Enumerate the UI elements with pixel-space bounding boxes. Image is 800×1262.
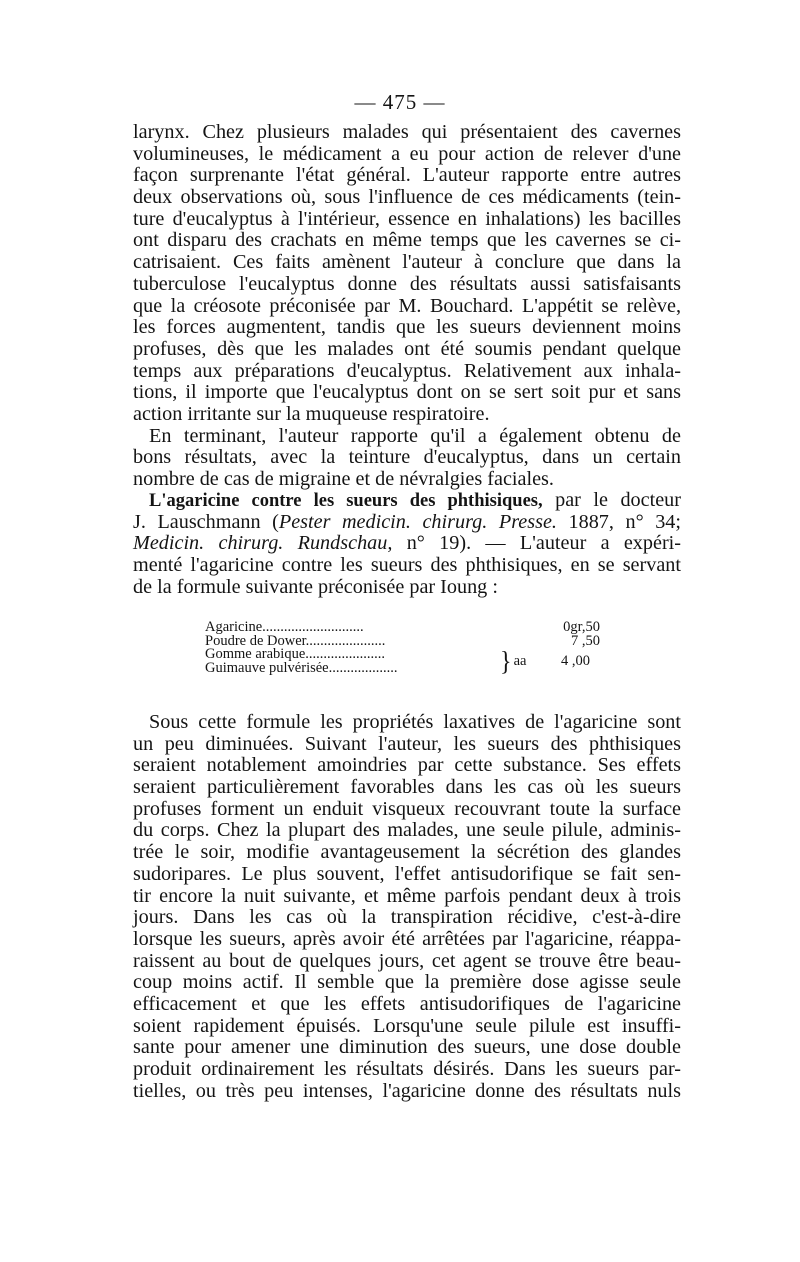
citation-detail: n° 19). — L'auteur a expéri- bbox=[392, 532, 682, 555]
text-line: larynx. Chez plusieurs malades qui présentaient des cavernes bbox=[133, 121, 681, 143]
formula-paired-rows bbox=[205, 648, 605, 675]
text-line: façon surprenante l'état général. L'auteur rapporte entre autres bbox=[133, 164, 681, 187]
journal-name: Pester medicin. chirurg. Presse. bbox=[278, 510, 557, 533]
text-line: sante pour amener une diminution des sueurs, une dose double bbox=[133, 1036, 681, 1059]
text-line: jours. Dans les cas où la transpiration récidive, c'est-à-dire bbox=[133, 906, 681, 929]
text-line: profuses, dès que les malades ont été soumis pendant quelque bbox=[133, 337, 681, 360]
text-line: action irritante sur la muqueuse respiratoire. bbox=[133, 402, 490, 425]
text-line: volumineuses, le médicament a eu pour action de relever d'une bbox=[133, 142, 681, 165]
each-marker: aa bbox=[513, 652, 527, 669]
text-line: seraient particulièrement favorables dans les cas où les sueurs bbox=[133, 776, 681, 799]
journal-name: Medicin. chirurg. Rundschau, bbox=[133, 532, 393, 555]
text-line: sudoripares. Le plus souvent, l'effet antisudorifique se fait sen- bbox=[133, 862, 681, 885]
citation-detail: 1887, n° 34; bbox=[556, 510, 681, 533]
brace-icon: } bbox=[500, 646, 512, 677]
text-line: un peu diminuées. Suivant l'auteur, les sueurs des phthisiques bbox=[133, 732, 681, 755]
text-line: du corps. Chez la plupart des malades, une seule pilule, adminis- bbox=[133, 819, 681, 842]
text-line: produit ordinairement les résultats désirés. Dans les sueurs par- bbox=[133, 1058, 681, 1080]
text-line: Sous cette formule les propriétés laxatives de l'agaricine sont bbox=[149, 711, 681, 733]
ingredient-name: Gomme arabique...................... bbox=[205, 648, 386, 662]
text-line: catrisaient. Ces faits amènent l'auteur à conclure que dans la bbox=[133, 251, 681, 274]
text-line: les forces augmentent, tandis que les sueurs deviennent moins bbox=[133, 316, 681, 339]
paragraph-agaricine-effects bbox=[133, 712, 681, 1102]
ingredient-name: Poudre de Dower...................... bbox=[205, 634, 386, 649]
citation-line bbox=[133, 512, 681, 534]
text-line: bons résultats, avec la teinture d'eucalyptus, dans un certain bbox=[133, 446, 681, 469]
text-line: tions, il importe que l'eucalyptus dont on se sert soit pur et sans bbox=[133, 381, 681, 404]
text-line: ont disparu des crachats en même temps que les cavernes se ci- bbox=[133, 229, 681, 252]
ingredient-quantity: 7 ,50 bbox=[571, 632, 600, 649]
text-line: efficacement et que les effets antisudorifiques de l'agaricine bbox=[133, 992, 681, 1015]
formula-row bbox=[205, 632, 605, 649]
text-line: menté l'agaricine contre les sueurs des phthisiques, en se servant bbox=[133, 554, 681, 577]
ingredient-name: Guimauve pulvérisée................... bbox=[205, 661, 398, 676]
text-line: tuberculose l'eucalyptus donne des résultats aussi satisfaisants bbox=[133, 272, 681, 295]
citation-line bbox=[133, 533, 681, 555]
article-title: L'agaricine contre les sueurs des phthisiques, bbox=[149, 491, 543, 511]
text-line: profuses forment un enduit visqueux recouvrant toute la surface bbox=[133, 797, 681, 820]
ingredient-quantity: 0gr,50 bbox=[563, 619, 600, 635]
article-agaricine bbox=[133, 490, 681, 598]
text-line: nombre de cas de migraine et de névralgies faciales. bbox=[133, 468, 554, 490]
prescription-formula bbox=[205, 621, 605, 675]
paragraph-eucalyptus bbox=[133, 122, 681, 491]
text-line: de la formule suivante préconisée par Ioung : bbox=[133, 575, 498, 598]
ingredient-name: Agaricine............................ bbox=[205, 621, 364, 635]
text-line: lorsque les sueurs, après avoir été arrêtées par l'agaricine, réappa- bbox=[133, 927, 681, 950]
text-line: deux observations où, sous l'influence de ces médicaments (tein- bbox=[133, 186, 681, 209]
page-number: — 475 — bbox=[354, 90, 446, 114]
text-line: En terminant, l'auteur rapporte qu'il a également obtenu de bbox=[149, 424, 681, 447]
text-line: que la créosote préconisée par M. Bouchard. L'appétit se relève, bbox=[133, 294, 681, 317]
paired-ingredients bbox=[205, 648, 510, 675]
article-author-prefix: par le docteur bbox=[542, 489, 681, 511]
text-line: raissent au bout de quelques jours, cet agent se trouve être beau- bbox=[133, 949, 681, 972]
author-name: J. Lauschmann ( bbox=[133, 510, 279, 533]
formula-row bbox=[205, 621, 605, 635]
text-line: coup moins actif. Il semble que la première dose agisse seule bbox=[133, 971, 681, 994]
text-line: soient rapidement épuisés. Lorsqu'une seule pilule est insuffi- bbox=[133, 1014, 681, 1037]
text-line: tielles, ou très peu intenses, l'agaricine donne des résultats nuls bbox=[133, 1079, 681, 1102]
text-line: temps aux préparations d'eucalyptus. Relativement aux inhala- bbox=[133, 359, 681, 382]
text-line: seraient notablement amoindries par cette substance. Ses effets bbox=[133, 754, 681, 777]
article-heading-line bbox=[133, 490, 681, 512]
text-line: trée le soir, modifie avantageusement la sécrétion des glandes bbox=[133, 841, 681, 864]
text-line: tir encore la nuit suivante, et même parfois pendant deux à trois bbox=[133, 884, 681, 907]
ingredient-quantity: 4 ,00 bbox=[561, 652, 590, 669]
text-line: ture d'eucalyptus à l'intérieur, essence en inhalations) les bacilles bbox=[133, 207, 681, 230]
